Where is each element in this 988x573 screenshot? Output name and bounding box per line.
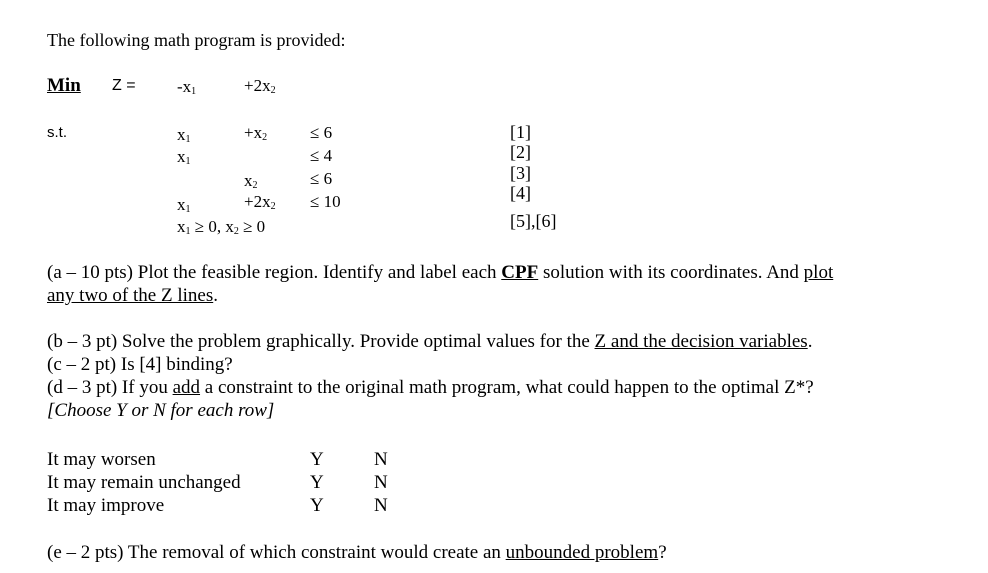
question-d-note: [Choose Y or N for each row] xyxy=(47,400,275,421)
objective-term-1: $-x_1$ xyxy=(177,77,197,97)
ref-2: [2] xyxy=(510,142,531,162)
z-label: Z = xyxy=(112,77,136,94)
option-improve-yes[interactable]: Y xyxy=(310,495,324,516)
nonneg-constraint: $x_1 \ge 0$, $x_2 \ge 0$ xyxy=(177,217,266,237)
intro-text: The following math program is provided: xyxy=(47,30,346,50)
option-improve-label: It may improve xyxy=(47,495,165,516)
option-unchanged-yes[interactable]: Y xyxy=(310,472,324,493)
question-d: (d – 3 pt) If you add a constraint to the original math program, what could happen to the optimal Z*? xyxy=(47,377,814,398)
option-worsen-label: It may worsen xyxy=(47,449,156,470)
c1-relation: ≤ 6 xyxy=(310,123,333,142)
objective-term-2: $+2x_2$ xyxy=(244,76,276,96)
ref-1: [1] xyxy=(510,122,531,142)
option-worsen-no[interactable]: N xyxy=(374,449,388,470)
c3-term2: $x_2$ xyxy=(244,171,258,191)
st-label: s.t. xyxy=(47,124,68,141)
c3-relation: ≤ 6 xyxy=(310,169,333,188)
ref-3: [3] xyxy=(510,163,531,183)
c1-term1: $x_1$ xyxy=(177,125,191,145)
question-a-line2: any two of the Z lines. xyxy=(47,285,218,306)
ref-5-6: [5],[6] xyxy=(510,211,557,231)
question-b: (b – 3 pt) Solve the problem graphically. Provide optimal values for the Z and the decision variables. xyxy=(47,331,813,352)
c4-term2: $+2x_2$ xyxy=(244,192,276,212)
ref-4: [4] xyxy=(510,183,531,203)
option-unchanged-label: It may remain unchanged xyxy=(47,472,241,493)
option-improve-no[interactable]: N xyxy=(374,495,388,516)
min-label: Min xyxy=(47,75,81,96)
option-unchanged-no[interactable]: N xyxy=(374,472,388,493)
c2-term1: $x_1$ xyxy=(177,147,191,167)
c4-term1: $x_1$ xyxy=(177,195,191,215)
option-worsen-yes[interactable]: Y xyxy=(310,449,324,470)
question-e: (e – 2 pts) The removal of which constraint would create an unbounded problem? xyxy=(47,542,667,563)
c2-relation: ≤ 4 xyxy=(310,146,333,165)
question-a-line1: (a – 10 pts) Plot the feasible region. Identify and label each CPF solution with its coordinates. And plot xyxy=(47,262,834,283)
c4-relation: ≤ 10 xyxy=(310,192,341,211)
question-c: (c – 2 pt) Is [4] binding? xyxy=(47,354,233,375)
c1-term2: $+x_2$ xyxy=(244,123,268,143)
